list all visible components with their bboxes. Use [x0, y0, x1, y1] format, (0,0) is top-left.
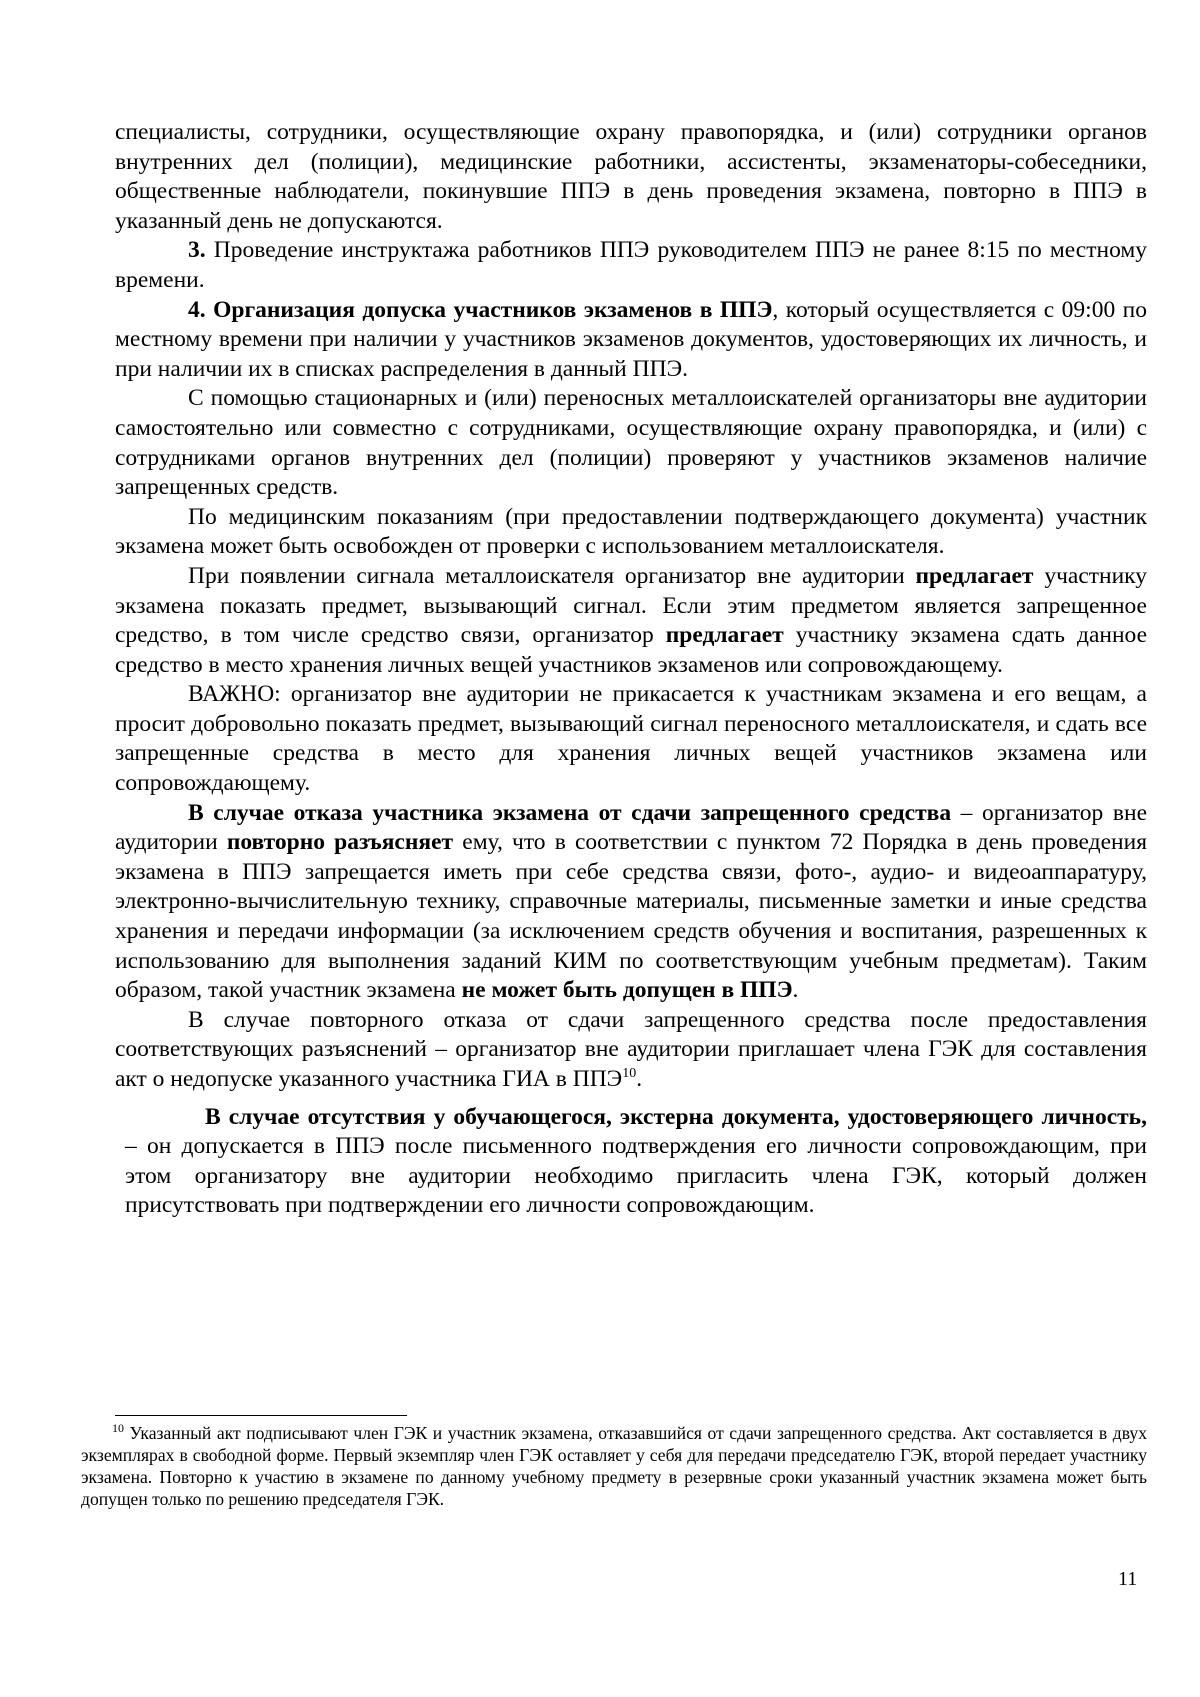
- emphasis-text: В случае отсутствия у обучающегося, экстерна документа, удостоверяющего личность,: [205, 1103, 1147, 1130]
- paragraph-text: – организатор вне аудитории: [115, 799, 1147, 856]
- emphasis-text: повторно разъясняет: [226, 829, 454, 856]
- paragraph-staff-readmission: [115, 118, 1147, 236]
- emphasis-text: предлагает: [915, 562, 1034, 589]
- paragraph-important-note: [115, 680, 1147, 798]
- paragraph-text: .: [636, 1066, 643, 1092]
- paragraph-text: В случае повторного отказа от сдачи запрещенного средства после предоставления соответствующих разъяснений – организатор вне аудитории приглашает члена ГЭК для составления акт о недопуске указанного участника ГИА в ППЭ: [115, 1006, 1147, 1092]
- paragraph-text: .: [792, 977, 799, 1004]
- paragraph-item-4-admission: [115, 296, 1147, 385]
- paragraph-refusal: [115, 799, 1147, 1006]
- footnote-separator: [115, 1415, 407, 1416]
- emphasis-text: В случае отказа участника экзамена от сдачи запрещенного средства: [188, 799, 952, 826]
- emphasis-text: не может быть допущен в ППЭ: [461, 977, 793, 1004]
- paragraph-text: участнику экзамена сдать данное средство в место хранения личных вещей участников экзаменов или сопровождающему.: [115, 622, 1147, 678]
- paragraph-item-3-briefing: [115, 236, 1147, 295]
- item-heading: 4. Организация допуска участников экзаменов в ППЭ: [188, 296, 773, 323]
- paragraph-text: С помощью стационарных и (или) переносных металлоискателей организаторы вне аудитории самостоятельно или совместно с сотрудниками, осуществляющие охрану правопорядка, и (или) с сотрудниками органов внутренних дел (полиции) проверяют у участников экзаменов наличие запрещенных средств.: [115, 385, 1147, 501]
- paragraph-text: , который осуществляется с 09:00 по местному времени при наличии у участников экзаменов документов, удостоверяющих их личность, и при наличии их в списках распределения в данный ППЭ.: [115, 296, 1147, 382]
- footnote: [81, 1422, 1147, 1510]
- paragraph-text: – он допускается в ППЭ после письменного подтверждения его личности сопровождающим, при этом организатору вне аудитории необходимо пригласить члена ГЭК, который должен присутствовать при подтверждении его личности сопровождающим.: [125, 1133, 1147, 1219]
- paragraph-detector-signal: [115, 562, 1147, 680]
- paragraph-text: При появлении сигнала металлоискателя организатор вне аудитории: [188, 562, 916, 589]
- paragraph-repeated-refusal: [115, 1006, 1147, 1095]
- footnote-reference: 10: [622, 1066, 637, 1082]
- paragraph-metal-detectors: [115, 384, 1147, 502]
- paragraph-text: По медицинским показаниям (при предоставлении подтверждающего документа) участник экзамена может быть освобожден от проверки с использованием металлоискателя.: [115, 503, 1147, 560]
- paragraph-text: ВАЖНО: организатор вне аудитории не прикасается к участникам экзамена и его вещам, а просит добровольно показать предмет, вызывающий сигнал переносного металлоискателя, и сдать все запрещенные средства в место для хранения личных вещей участников экзамена или сопровождающему.: [115, 681, 1147, 797]
- page-number: 11: [1118, 1568, 1138, 1590]
- paragraph-text: Проведение инструктажа работников ППЭ руководителем ППЭ не ранее 8:15 по местному времени.: [115, 237, 1147, 293]
- paragraph-text: участнику экзамена показать предмет, вызывающий сигнал. Если этим предметом является запрещенное средство, в том числе средство связи, организатор: [115, 562, 1148, 649]
- document-body: [115, 118, 1147, 1221]
- item-number: 3.: [188, 237, 206, 264]
- paragraph-text: ему, что в соответствии с пунктом 72 Порядка в день проведения экзамена в ППЭ запрещается иметь при себе средства связи, фото-, аудио- и видеоаппаратуру, электронно-вычислительную технику, справочные материалы, письменные заметки и иные средства хранения и передачи информации (за исключением средств обучения и воспитания, разрешенных к использованию для выполнения заданий КИМ по соответствующим учебным предметам). Таким образом, такой участник экзамена: [115, 829, 1147, 1004]
- paragraph-medical-exemption: [115, 503, 1147, 562]
- emphasis-text: предлагает: [665, 622, 784, 649]
- footnote-text: Указанный акт подписывают член ГЭК и участник экзамена, отказавшийся от сдачи запрещенного средства. Акт составляется в двух экземплярах в свободной форме. Первый экземпляр член ГЭК оставляет у себя для передачи председателю ГЭК, второй передает участнику экзамена. Повторно к участию в экзамене по данному учебному предмету в резервные сроки указанный участник экзамена может быть допущен только по решению председателя ГЭК.: [81, 1423, 1147, 1509]
- paragraph-text: специалисты, сотрудники, осуществляющие охрану правопорядка, и (или) сотрудники органов внутренних дел (полиции), медицинские работники, ассистенты, экзаменаторы-собеседники, общественные наблюдатели, покинувшие ППЭ в день проведения экзамена, повторно в ППЭ в указанный день не допускаются.: [115, 119, 1147, 234]
- paragraph-missing-id: [115, 1103, 1147, 1221]
- footnote-marker: 10: [112, 1421, 124, 1436]
